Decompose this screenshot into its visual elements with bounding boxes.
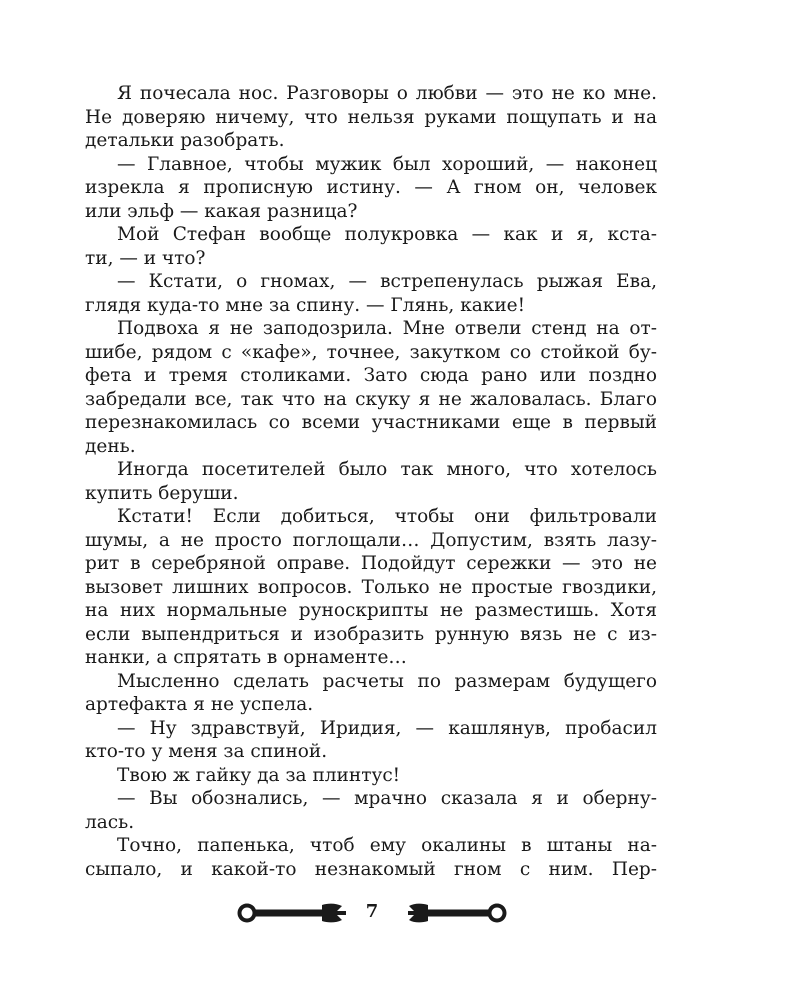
text-line: вызовет лишних вопросов. Только не простые гвоздики, (85, 576, 657, 598)
text-line: — Кстати, о гномах, — встрепенулась рыжая Ева, (117, 271, 657, 292)
text-line: Иногда посетителей было так много, что хотелось (117, 459, 657, 480)
page-footer (0, 898, 800, 928)
text-line: — Ну здравствуй, Иридия, — кашлянув, пробасил (117, 717, 657, 739)
text-line: день. (85, 435, 136, 457)
text-line: купить беруши. (85, 482, 239, 504)
text-line: Подвоха я не заподозрила. Мне отвели стенд на от- (117, 318, 657, 339)
text-line: — Главное, чтобы мужик был хороший, — наконец (117, 153, 657, 175)
wrench-icon (236, 902, 348, 924)
text-line: рит в серебряной оправе. Подойдут сережки — это не (85, 553, 657, 574)
text-line: забредали все, так что на скуку я не жаловалась. Благо (85, 388, 657, 410)
text-line: Мой Стефан вообще полукровка — как и я, кста- (117, 224, 657, 245)
text-line: лась. (85, 811, 135, 833)
text-line: ти, — и что? (85, 247, 206, 269)
text-line: глядя куда-то мне за спину. — Глянь, какие! (85, 294, 526, 316)
text-line: Я почесала нос. Разговоры о любви — это не ко мне. (117, 83, 657, 104)
text-line: на них нормальные руноскрипты не разместишь. Хотя (85, 600, 657, 621)
text-line: Мысленно сделать расчеты по размерам будущего (117, 670, 657, 692)
text-line: шибе, рядом с «кафе», точнее, закутком со стойкой бу- (85, 341, 657, 363)
text-line: перезнакомилась со всеми участниками еще в первый (85, 412, 657, 433)
wrench-icon (408, 902, 508, 924)
text-line: детальки разобрать. (85, 130, 285, 151)
text-line: артефакта я не успела. (85, 694, 314, 715)
text-line: фета и тремя столиками. Зато сюда рано или поздно (85, 365, 657, 386)
text-line: шумы, а не просто поглощали… Допустим, взять лазу- (85, 529, 657, 551)
text-line: если выпендриться и изобразить рунную вязь не с из- (85, 623, 657, 645)
text-line: Не доверяю ничему, что нельзя руками пощупать и на (85, 106, 657, 128)
text-line: сыпало, и какой-то незнакомый гном с ним. Пер- (85, 858, 657, 880)
text-line: изрекла я прописную истину. — А гном он, человек (85, 177, 657, 198)
text-line: Твою ж гайку да за плинтус! (117, 764, 401, 786)
text-line: кто-то у меня за спиной. (85, 741, 328, 762)
text-line: нанки, а спрятать в орнаменте… (85, 647, 407, 668)
page-text (85, 82, 657, 881)
page-number: 7 (365, 901, 379, 922)
text-line: — Вы обознались, — мрачно сказала я и оберну- (117, 788, 657, 809)
text-line: Точно, папенька, чтоб ему окалины в штаны на- (117, 835, 657, 856)
text-line: или эльф — какая разница? (85, 200, 358, 222)
text-line: Кстати! Если добиться, чтобы они фильтровали (117, 506, 657, 527)
